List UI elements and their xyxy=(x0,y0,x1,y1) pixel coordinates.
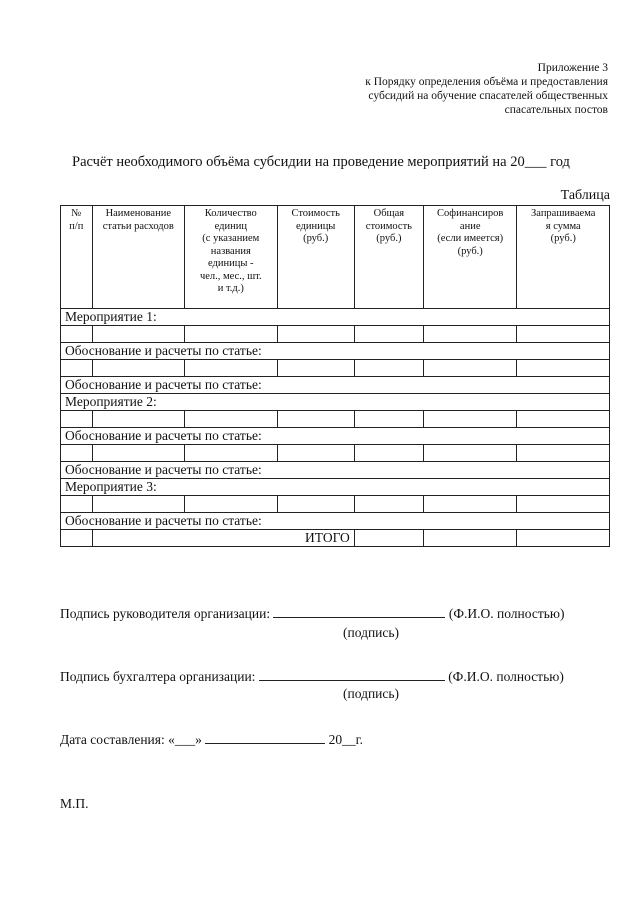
seal-mark: М.П. xyxy=(60,796,89,811)
total-label: ИТОГО xyxy=(92,530,354,547)
head-signature-line xyxy=(60,605,564,622)
event-row-label: Мероприятие 2: xyxy=(61,394,610,411)
table-cell[interactable] xyxy=(517,360,610,377)
document-title: Расчёт необходимого объёма субсидии на проведение мероприятий на 20___ год xyxy=(72,154,570,170)
table-cell[interactable] xyxy=(185,445,278,462)
appendix-line: субсидий на обучение спасателей общественных xyxy=(368,90,608,102)
table-cell[interactable] xyxy=(517,445,610,462)
table-row xyxy=(61,343,610,360)
accountant-signature-label: Подпись бухгалтера организации: xyxy=(60,669,256,684)
subsidy-table xyxy=(60,205,610,547)
total-cell[interactable] xyxy=(517,530,610,547)
table-row xyxy=(61,411,610,428)
table-caption: Таблица xyxy=(560,188,610,203)
table-row xyxy=(61,394,610,411)
table-row xyxy=(61,326,610,343)
head-signature-field[interactable] xyxy=(273,605,445,618)
justification-row-label: Обоснование и расчеты по статье: xyxy=(61,428,610,445)
table-cell[interactable] xyxy=(61,530,93,547)
table-cell[interactable] xyxy=(185,360,278,377)
appendix-line: к Порядку определения объёма и предоставления xyxy=(365,76,608,88)
table-cell[interactable] xyxy=(423,326,517,343)
justification-row-label: Обоснование и расчеты по статье: xyxy=(61,343,610,360)
head-signature-hint: (подпись) xyxy=(343,625,400,640)
table-row xyxy=(61,377,610,394)
table-cell[interactable] xyxy=(185,496,278,513)
appendix-line: Приложение 3 xyxy=(537,62,608,74)
table-cell[interactable] xyxy=(92,326,185,343)
table-cell[interactable] xyxy=(92,411,185,428)
table-row xyxy=(61,462,610,479)
table-cell[interactable] xyxy=(61,360,93,377)
table-cell[interactable] xyxy=(92,445,185,462)
table-cell[interactable] xyxy=(61,326,93,343)
total-cell[interactable] xyxy=(423,530,517,547)
header-number: № п/п xyxy=(61,206,93,309)
header-total-cost: Общая стоимость (руб.) xyxy=(354,206,423,309)
table-cell[interactable] xyxy=(517,411,610,428)
table-row xyxy=(61,428,610,445)
date-label: Дата составления: «___» xyxy=(60,732,202,747)
table-cell[interactable] xyxy=(517,326,610,343)
head-signature-label: Подпись руководителя организации: xyxy=(60,606,271,621)
table-row xyxy=(61,445,610,462)
table-cell[interactable] xyxy=(354,360,423,377)
header-quantity: Количество единиц (с указанием названия единицы - чел., мес., шт. и т.д.) xyxy=(185,206,278,309)
header-unit-cost: Стоимость единицы (руб.) xyxy=(277,206,354,309)
appendix-note xyxy=(365,61,608,117)
table-row xyxy=(61,479,610,496)
date-year: 20__г. xyxy=(328,732,364,747)
date-month-field[interactable] xyxy=(205,731,325,744)
table-cell[interactable] xyxy=(423,496,517,513)
table-cell[interactable] xyxy=(185,326,278,343)
justification-row-label: Обоснование и расчеты по статье: xyxy=(61,462,610,479)
appendix-line: спасательных постов xyxy=(504,104,608,116)
event-row-label: Мероприятие 3: xyxy=(61,479,610,496)
table-cell[interactable] xyxy=(423,445,517,462)
table-cell[interactable] xyxy=(61,445,93,462)
table-cell[interactable] xyxy=(277,360,354,377)
table-cell[interactable] xyxy=(277,445,354,462)
total-row xyxy=(61,530,610,547)
justification-row-label: Обоснование и расчеты по статье: xyxy=(61,513,610,530)
accountant-signature-field[interactable] xyxy=(259,668,445,681)
header-item-name: Наименование статьи расходов xyxy=(92,206,185,309)
table-cell[interactable] xyxy=(92,360,185,377)
table-cell[interactable] xyxy=(277,326,354,343)
table-cell[interactable] xyxy=(277,496,354,513)
table-row xyxy=(61,496,610,513)
table-cell[interactable] xyxy=(277,411,354,428)
table-row xyxy=(61,360,610,377)
head-signature-suffix: (Ф.И.О. полностью) xyxy=(448,606,565,621)
table-cell[interactable] xyxy=(61,496,93,513)
table-cell[interactable] xyxy=(423,360,517,377)
table-header-row xyxy=(61,206,610,309)
header-requested-amount: Запрашиваема я сумма (руб.) xyxy=(517,206,610,309)
accountant-signature-suffix: (Ф.И.О. полностью) xyxy=(448,669,564,684)
table-cell[interactable] xyxy=(354,445,423,462)
accountant-signature-hint: (подпись) xyxy=(343,686,400,701)
table-cell[interactable] xyxy=(423,411,517,428)
table-cell[interactable] xyxy=(517,496,610,513)
table-cell[interactable] xyxy=(354,411,423,428)
table-cell[interactable] xyxy=(185,411,278,428)
table-cell[interactable] xyxy=(354,496,423,513)
table-row xyxy=(61,309,610,326)
date-line xyxy=(60,731,363,748)
total-cell[interactable] xyxy=(354,530,423,547)
accountant-signature-line xyxy=(60,668,564,685)
header-cofinancing: Софинансиров ание (если имеется) (руб.) xyxy=(423,206,517,309)
table-row xyxy=(61,513,610,530)
table-cell[interactable] xyxy=(354,326,423,343)
table-cell[interactable] xyxy=(61,411,93,428)
table-cell[interactable] xyxy=(92,496,185,513)
justification-row-label: Обоснование и расчеты по статье: xyxy=(61,377,610,394)
event-row-label: Мероприятие 1: xyxy=(61,309,610,326)
